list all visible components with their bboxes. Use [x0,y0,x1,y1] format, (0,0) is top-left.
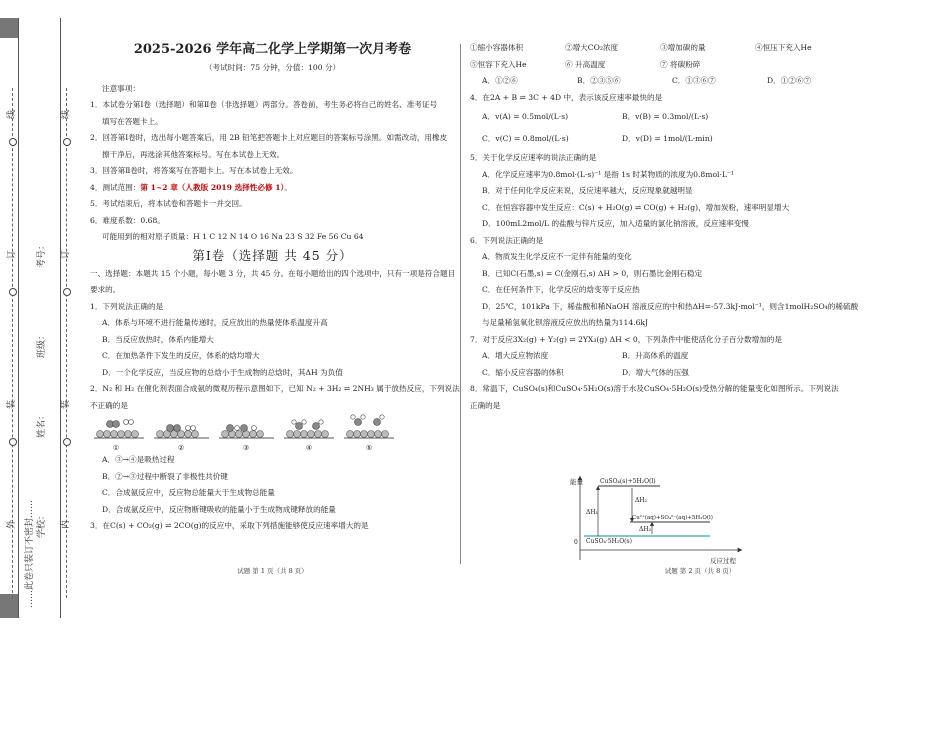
binding-seal-char: 线 [61,109,72,120]
origin-label: 0 [574,539,578,546]
q3-item: ③增加碳的量 [660,43,706,52]
step-label: ② [177,444,185,452]
y-axis-label: 能量 [570,478,583,486]
question-8-cont: 正确的是 [470,400,501,410]
catalyst-stage-2 [154,425,209,439]
notice-line: 1．本试卷分第Ⅰ卷（选择题）和第Ⅱ卷（非选择题）两部分。答卷前，考生务必将自己的姓名、准考证号 [90,100,438,109]
option: D．v(D) = 1mol/(L·min) [622,134,713,143]
binding-hole [63,438,71,446]
question-6: 6．下列说法正确的是 [470,235,544,245]
option: A．增大反应物浓度 [482,351,549,360]
option: D．增大气体的压强 [622,367,689,377]
option: C．在恒容容器中发生反应：C(s) + H₂O(g) ⇌ CO(g) + H₂(g)，增加炭粉，速率明显增大 [482,202,790,212]
q4-options-row [470,128,930,150]
q3-items-row [470,40,930,57]
question-7: 7．对于反应3X₂(g) + Y₂(g) ⇌ 2YX₃(g) ΔH < 0，下列条件中能使活化分子百分数增加的是 [470,334,782,344]
option: D．25℃，101kPa 下，稀盐酸和稀NaOH 溶液反应的中和热ΔH=-57.3kJ·mol⁻¹，则含1molH₂SO₄的稀硫酸 [482,301,859,311]
notice-scope-label: 4．测试范围： [90,182,141,192]
option: B．②→③过程中断裂了非极性共价键 [102,471,228,481]
x-axis-label: 反应过程 [710,557,736,565]
binding-strip [0,18,74,618]
q3-item: ①缩小容器体积 [470,43,524,52]
question-4: 4．在2A + B ⇌ 3C + 4D 中，表示该反应速率最快的是 [470,92,663,102]
binding-line-left [18,18,19,618]
option: C．合成氨反应中，反应物总能量大于生成物总能量 [102,488,275,497]
option: A．①②⑥ [482,76,518,85]
q4-options-row [470,106,930,128]
q3-item: ④恒压下充入He [755,43,812,52]
question-1: 1．下列说法正确的是 [90,301,164,311]
q3-item: ②增大CO₂浓度 [565,43,619,52]
question-2: 2．N₂ 和 H₂ 在催化剂表面合成氨的微观历程示意图如下，已知 N₂ + 3H₂ ⇌ 2NH₃ 属于放热反应，下列说法 [90,384,460,393]
question-8: 8．常温下，CuSO₄(s)和CuSO₄·5H₂O(s)溶于水及CuSO₄·5H₂O(s)受热分解的能量变化如图所示。下列说法 [470,384,839,393]
notice-line: 5．考试结束后，将本试卷和答题卡一并交回。 [90,199,247,208]
notice-line: 2．回答第Ⅰ卷时，选出每小题答案后，用 2B 铅笔把答题卡上对应题目的答案标号涂黑。如需改动，用橡皮 [90,133,448,142]
catalyst-stage-3 [219,425,274,439]
level-mid-label: Cu²⁺(aq)+SO₄²⁻(aq)+5H₂O(l) [632,515,713,521]
notice-line: 擦干净后，再选涂其他答案标号。写在本试卷上无效。 [102,149,285,159]
binding-seal-char: 内 [61,519,72,530]
exam-title: 2025-2026 学年高二化学上学期第一次月考卷 [133,42,412,57]
binding-hole [9,288,17,296]
catalyst-stage-1 [94,420,144,439]
option: A．物质发生化学反应不一定伴有能量的变化 [482,252,632,261]
step-label: ① [112,444,120,452]
option: D．①②⑥⑦ [767,76,812,85]
binding-seal-char: 装 [7,399,18,410]
binding-hole [9,138,17,146]
option: A．体系与环境不进行能量传递时，反应放出的热量使体系温度升高 [102,318,328,327]
option: B．v(B) = 0.3mol/(L·s) [622,112,709,121]
section-intro: 一、选择题：本题共 15 个小题，每小题 3 分，共 45 分。在每小题给出的四个选项中，只有一项是符合题目 [90,268,456,278]
binding-label-number: 考号： [37,240,47,268]
binding-seal-char: 线 [7,109,18,120]
binding-label-class: 班级： [37,330,47,358]
energy-diagram [570,472,760,566]
notice-line: 6．难度系数：0.68。 [90,215,165,225]
notice-line: 3．回答第Ⅱ卷时，将答案写在答题卡上。写在本试卷上无效。 [90,166,298,175]
binding-label-name: 姓名： [37,410,47,438]
notice-scope-value: 第 1~2 章（人教版 2019 选择性必修 1） [140,182,285,192]
level-top-label: CuSO₄(s)+5H₂O(l) [600,478,656,485]
q3-item: ⑦ 将碳粉碎 [660,59,701,69]
binding-seal-char: 订 [7,249,18,260]
dh1-label: ΔH₁ [586,509,598,516]
column-divider [460,44,461,564]
option: B．升高体系的温度 [622,351,689,360]
q3-item: ⑥ 升高温度 [565,59,606,69]
notice-line: 填写在答题卡上。 [102,116,163,126]
option: B．对于任何化学反应来说，反应速率越大，反应现象就越明显 [482,186,693,195]
catalyst-stage-4 [284,420,334,438]
option: C．v(C) = 0.8mol/(L·s) [482,134,569,143]
notice-heading: 注意事项： [102,83,140,93]
option: B．当反应放热时，体系内能增大 [102,334,214,344]
q3-item: ⑤恒容下充入He [470,59,527,69]
binding-bar-top [0,18,18,38]
binding-hole [63,288,71,296]
dh3-label: ΔH₃ [639,526,651,533]
option: B．已知C(石墨,s) = C(金刚石,s) ΔH > 0，则石墨比金刚石稳定 [482,268,703,278]
level-bottom-label: CuSO₄·5H₂O(s) [586,538,632,545]
page-footer-1: 试题 第 1 页（共 8 页） [237,567,308,575]
q3-options [470,73,930,90]
binding-seal-char: 外 [7,519,18,530]
option: C．在任何条件下，化学反应的焓变等于反应热 [482,285,640,294]
atomic-masses: 可能用到的相对原子质量：H 1 C 12 N 14 O 16 Na 23 S 32 Fe 56 Cu 64 [102,232,364,241]
catalyst-process-figure [94,414,394,452]
exam-subtitle: （考试时间：75 分钟，分值：100 分） [204,63,341,72]
binding-hole [9,438,17,446]
q7-options-row [470,348,930,365]
question-3: 3．在C(s) + CO₂(g) ⇌ 2CO(g)的反应中，采取下列措施能够使反应速率增大的是 [90,521,369,530]
option: A．化学反应速率为0.8mol·(L·s)⁻¹ 是指 1s 时某物质的浓度为0.8mol·L⁻¹ [482,169,734,179]
option: C．①③⑥⑦ [672,76,716,85]
section-title: 第Ⅰ卷（选择题 共 45 分） [192,247,353,263]
step-label: ⑤ [365,444,373,452]
dh2-label: ΔH₂ [635,497,647,504]
binding-bar-bottom [0,594,18,618]
option: C．缩小反应容器的体积 [482,367,564,377]
q3-items-row [470,57,930,74]
page-footer-2: 试题 第 2 页（共 8 页） [664,567,736,575]
binding-note: ……此卷只装订不密封…… [25,499,35,608]
notice-line-scope [90,180,455,197]
binding-seal-char: 订 [61,249,72,260]
option: D．合成氨反应中，反应物断键吸收的能量小于生成物成键释放的能量 [102,504,336,514]
option: C．在加热条件下发生的反应，体系的焓均增大 [102,351,260,360]
question-5: 5．关于化学反应速率的说法正确的是 [470,153,597,162]
option: D．一个化学反应，当反应物的总焓小于生成物的总焓时，其ΔH 为负值 [102,367,343,377]
binding-label-school: 学校： [37,510,47,538]
option: A．v(A) = 0.5mol/(L·s) [482,112,569,121]
option: D．100mL2mol/L 的盐酸与锌片反应，加入适量的氯化钠溶液，反应速率变慢 [482,219,749,228]
q7-options-row [470,365,930,382]
step-label: ④ [305,444,313,452]
exam-page-2 [470,40,930,565]
section-intro: 要求的。 [90,285,121,294]
option: A．③→④是吸热过程 [102,455,175,464]
binding-hole [63,138,71,146]
catalyst-stage-5 [344,415,394,438]
notice-scope-end: 。 [284,182,292,192]
step-label: ③ [242,444,250,452]
binding-seal-char: 装 [61,399,72,410]
option-cont: 与足量稀氢氧化钡溶液反应放出的热量为114.6kJ [482,318,649,327]
option: B．②③⑤⑥ [577,76,621,85]
exam-page-1 [90,40,460,535]
question-2-cont: 不正确的是 [90,400,128,410]
